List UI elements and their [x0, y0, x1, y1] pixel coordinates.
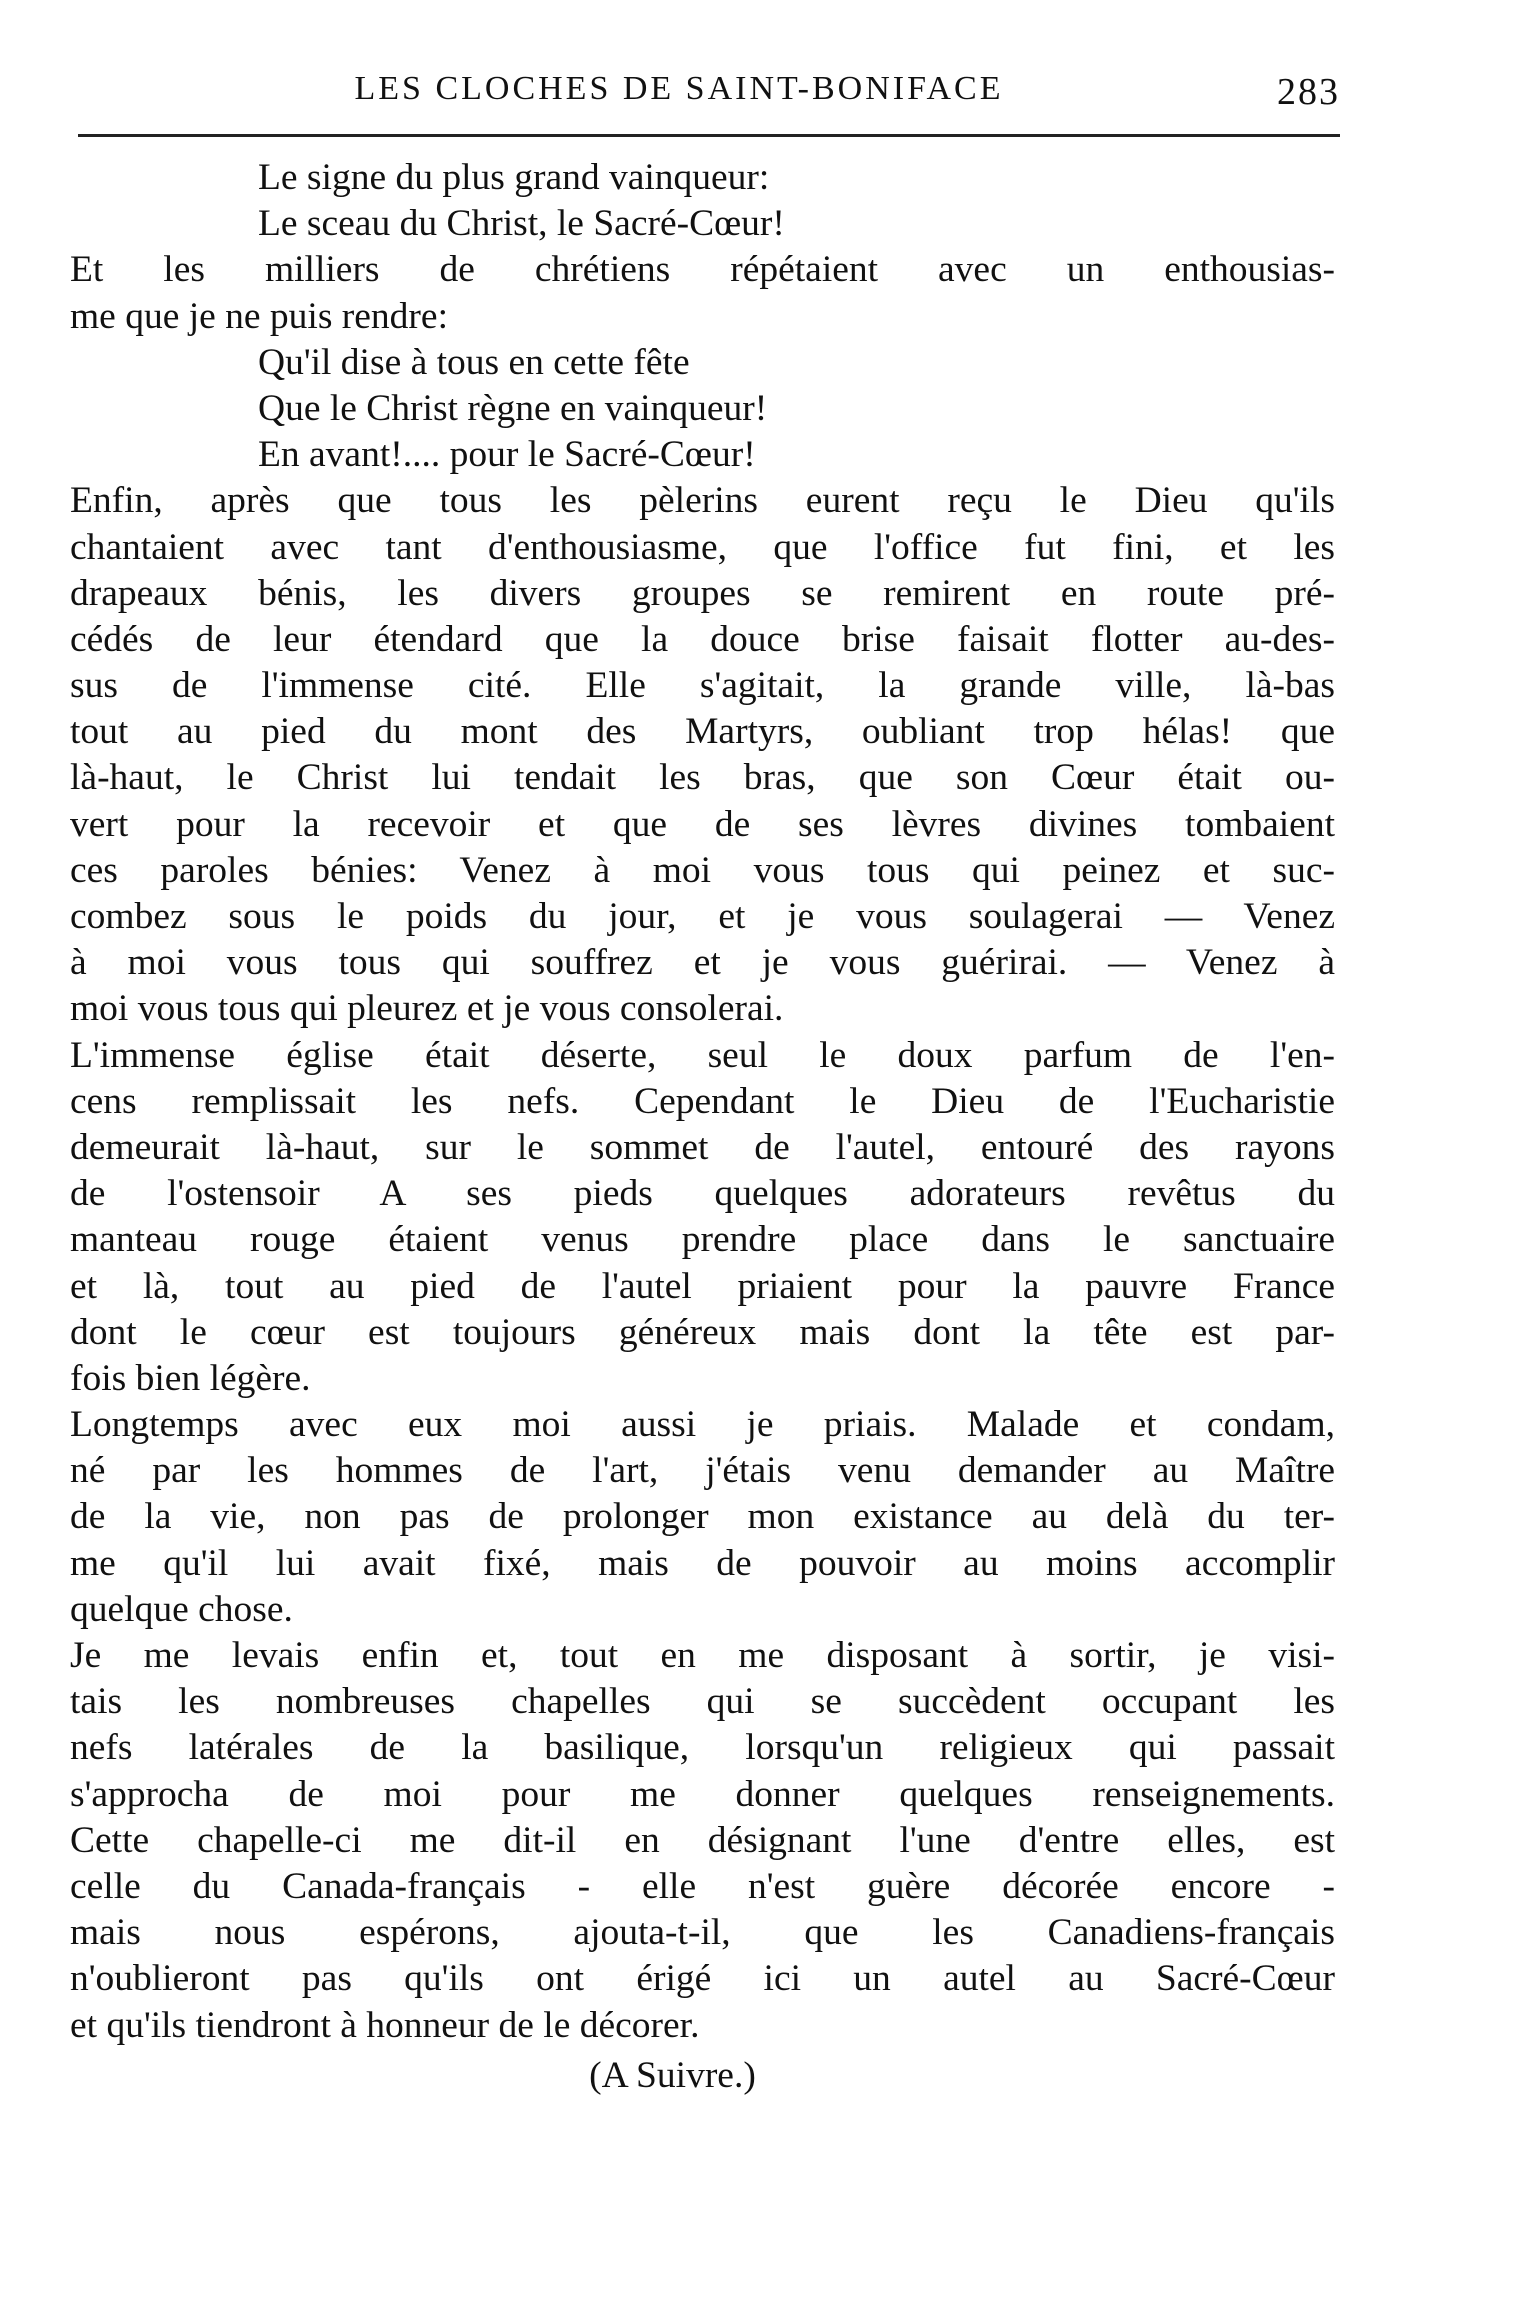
body-text	[70, 155, 1335, 2099]
text-line: dont le cœur est toujours généreux mais dont la tête est par-	[70, 1311, 1335, 1353]
text-line: drapeaux bénis, les divers groupes se remirent en route pré-	[70, 572, 1335, 614]
running-header	[78, 70, 1340, 130]
text-line: tout au pied du mont des Martyrs, oubliant trop hélas! que	[70, 711, 1335, 753]
text-line: ces paroles bénies: Venez à moi vous tous qui peinez et suc-	[70, 849, 1335, 891]
text-line: moi vous tous qui pleurez et je vous consolerai.	[70, 988, 784, 1030]
text-line: et qu'ils tiendront à honneur de le décorer.	[70, 2004, 700, 2046]
text-line: mais nous espérons, ajouta-t-il, que les Canadiens-français	[70, 1912, 1335, 1954]
text-line: de l'ostensoir A ses pieds quelques adorateurs revêtus du	[70, 1173, 1335, 1215]
text-line: vert pour la recevoir et que de ses lèvres divines tombaient	[70, 803, 1335, 845]
text-line: né par les hommes de l'art, j'étais venu demander au Maître	[70, 1450, 1335, 1492]
text-line: sus de l'immense cité. Elle s'agitait, la grande ville, là-bas	[70, 665, 1335, 707]
text-line: de la vie, non pas de prolonger mon existance au delà du ter-	[70, 1496, 1335, 1538]
text-line: me qu'il lui avait fixé, mais de pouvoir au moins accomplir	[70, 1542, 1335, 1584]
text-line: s'approcha de moi pour me donner quelques renseignements.	[70, 1773, 1335, 1815]
text-line: n'oublieront pas qu'ils ont érigé ici un autel au Sacré-Cœur	[70, 1958, 1335, 2000]
text-line: Enfin, après que tous les pèlerins eurent reçu le Dieu qu'ils	[70, 480, 1335, 522]
text-line: Cette chapelle-ci me dit-il en désignant l'une d'entre elles, est	[70, 1819, 1335, 1861]
verse-line: Que le Christ règne en vainqueur!	[258, 387, 768, 429]
running-title: LES CLOCHES DE SAINT-BONIFACE	[354, 70, 1004, 107]
text-line: Longtemps avec eux moi aussi je priais. Malade et condam,	[70, 1404, 1335, 1446]
text-line: me que je ne puis rendre:	[70, 295, 448, 337]
text-line: manteau rouge étaient venus prendre place dans le sanctuaire	[70, 1219, 1335, 1261]
text-line: là-haut, le Christ lui tendait les bras, que son Cœur était ou-	[70, 757, 1335, 799]
continuation-note: (A Suivre.)	[589, 2054, 756, 2096]
verse-line: Le signe du plus grand vainqueur:	[258, 157, 770, 198]
text-line: tais les nombreuses chapelles qui se succèdent occupant les	[70, 1681, 1335, 1723]
page-number: 283	[1277, 71, 1340, 113]
verse-line: En avant!.... pour le Sacré-Cœur!	[258, 434, 756, 476]
text-line: nefs latérales de la basilique, lorsqu'un religieux qui passait	[70, 1727, 1335, 1769]
text-line: et là, tout au pied de l'autel priaient pour la pauvre France	[70, 1265, 1335, 1307]
verse-line: Le sceau du Christ, le Sacré-Cœur!	[258, 203, 785, 245]
text-line: combez sous le poids du jour, et je vous soulagerai — Venez	[70, 896, 1335, 937]
text-line: L'immense église était déserte, seul le doux parfum de l'en-	[70, 1034, 1335, 1076]
header-rule	[78, 134, 1340, 137]
verse-line: Qu'il dise à tous en cette fête	[258, 341, 690, 383]
text-line: celle du Canada-français - elle n'est guère décorée encore -	[70, 1865, 1335, 1907]
text-line: demeurait là-haut, sur le sommet de l'autel, entouré des rayons	[70, 1126, 1335, 1168]
text-line: Et les milliers de chrétiens répétaient avec un enthousias-	[70, 249, 1335, 291]
text-line: cédés de leur étendard que la douce brise faisait flotter au-des-	[70, 618, 1335, 660]
text-line: quelque chose.	[70, 1588, 293, 1630]
text-line: chantaient avec tant d'enthousiasme, que l'office fut fini, et les	[70, 526, 1335, 568]
text-line: fois bien légère.	[70, 1357, 311, 1399]
text-line: à moi vous tous qui souffrez et je vous guérirai. — Venez à	[70, 942, 1335, 984]
text-line: Je me levais enfin et, tout en me disposant à sortir, je visi-	[70, 1635, 1335, 1676]
text-line: cens remplissait les nefs. Cependant le Dieu de l'Eucharistie	[70, 1080, 1335, 1122]
